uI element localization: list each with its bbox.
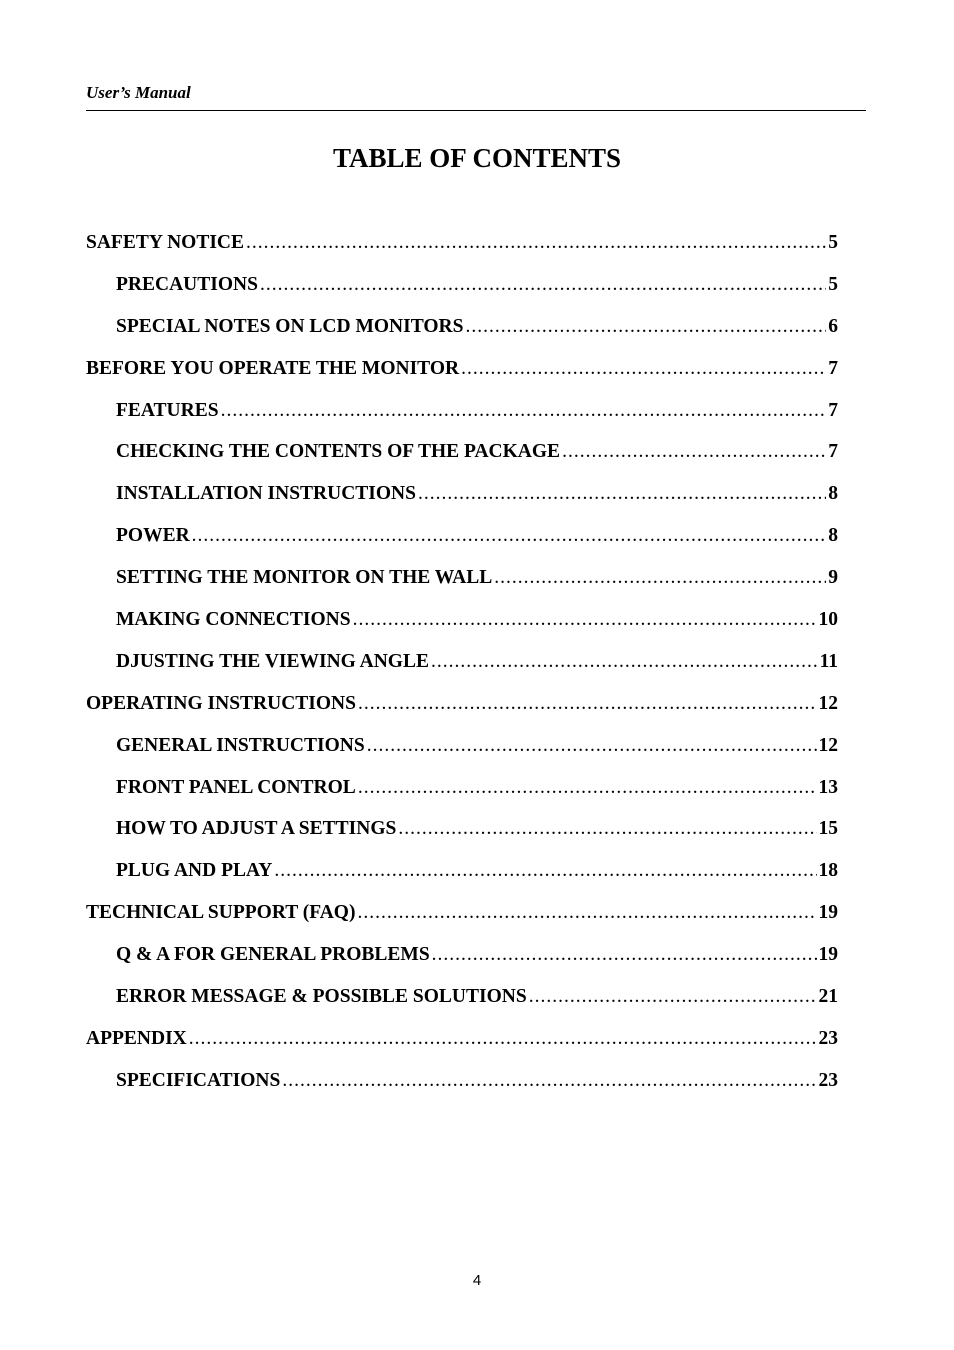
toc-entry[interactable]: [86, 564, 838, 606]
dot-leader: [192, 522, 827, 550]
dot-leader: [431, 648, 818, 676]
toc-entry[interactable]: [86, 648, 838, 690]
toc-entry-page-number: 18: [818, 860, 838, 882]
dot-leader: [562, 438, 826, 466]
dot-leader: [357, 899, 816, 927]
toc-entry-page-number: 23: [818, 1069, 838, 1091]
page-number: 4: [472, 1272, 482, 1289]
dot-leader: [246, 229, 826, 257]
toc-entry-label: SPECIAL NOTES ON LCD MONITORS: [116, 315, 464, 337]
toc-entry-page-number: 13: [818, 776, 838, 798]
table-of-contents: [86, 229, 838, 1109]
dot-leader: [353, 606, 817, 634]
toc-entry[interactable]: [86, 983, 838, 1025]
toc-entry-label: HOW TO ADJUST A SETTINGS: [116, 818, 397, 840]
toc-entry-page-number: 6: [828, 315, 838, 337]
dot-leader: [418, 480, 826, 508]
toc-entry-label: SAFETY NOTICE: [86, 232, 245, 253]
toc-entry[interactable]: [86, 1025, 838, 1067]
toc-entry-page-number: 19: [818, 944, 838, 966]
toc-entry-label: SPECIFICATIONS: [116, 1069, 281, 1091]
dot-leader: [461, 355, 826, 383]
toc-entry-label: GENERAL INSTRUCTIONS: [116, 734, 365, 756]
toc-entry[interactable]: [86, 815, 838, 857]
toc-entry-label: PRECAUTIONS: [116, 273, 258, 295]
toc-entry-page-number: 7: [828, 357, 838, 379]
toc-entry-label: FEATURES: [116, 399, 219, 421]
dot-leader: [465, 313, 826, 341]
toc-entry[interactable]: [86, 271, 838, 313]
toc-entry-page-number: 8: [828, 483, 838, 505]
manual-title: User’s Manual: [86, 83, 191, 102]
dot-leader: [282, 1067, 816, 1095]
toc-entry-page-number: 5: [828, 273, 838, 295]
toc-entry[interactable]: [86, 606, 838, 648]
toc-entry[interactable]: [86, 397, 838, 439]
toc-entry-label: ERROR MESSAGE & POSSIBLE SOLUTIONS: [116, 986, 527, 1008]
toc-entry-page-number: 7: [828, 441, 838, 463]
dot-leader: [432, 941, 817, 969]
toc-entry-label: TECHNICAL SUPPORT (FAQ): [86, 902, 356, 924]
toc-entry[interactable]: [86, 522, 838, 564]
toc-entry-label: BEFORE YOU OPERATE THE MONITOR: [86, 357, 460, 379]
toc-entry[interactable]: [86, 480, 838, 522]
toc-entry-page-number: 19: [818, 902, 838, 924]
running-header: [86, 82, 866, 111]
toc-entry[interactable]: [86, 857, 838, 899]
toc-entry-page-number: 9: [828, 567, 838, 589]
toc-entry-label: POWER: [116, 525, 190, 547]
toc-entry-label: APPENDIX: [86, 1027, 187, 1049]
toc-entry[interactable]: [86, 690, 838, 732]
dot-leader: [494, 564, 826, 592]
toc-entry[interactable]: [86, 941, 838, 983]
toc-entry-page-number: 12: [818, 692, 838, 714]
dot-leader: [358, 690, 817, 718]
toc-entry-label: CHECKING THE CONTENTS OF THE PACKAGE: [116, 441, 561, 463]
dot-leader: [358, 774, 817, 802]
toc-entry-label: FRONT PANEL CONTROL: [116, 776, 356, 798]
page-title: TABLE OF CONTENTS: [332, 143, 622, 173]
dot-leader: [367, 732, 817, 760]
toc-entry[interactable]: [86, 1067, 838, 1109]
dot-leader: [189, 1025, 817, 1053]
toc-entry-page-number: 15: [818, 818, 838, 840]
toc-entry-page-number: 21: [818, 986, 838, 1008]
dot-leader: [260, 271, 826, 299]
dot-leader: [274, 857, 816, 885]
toc-entry[interactable]: [86, 774, 838, 816]
toc-entry[interactable]: [86, 229, 838, 271]
toc-entry-label: SETTING THE MONITOR ON THE WALL: [116, 567, 493, 589]
toc-entry-page-number: 7: [828, 399, 838, 421]
dot-leader: [529, 983, 817, 1011]
toc-entry[interactable]: [86, 899, 838, 941]
toc-entry-page-number: 23: [818, 1027, 838, 1049]
toc-entry[interactable]: [86, 355, 838, 397]
toc-entry[interactable]: [86, 438, 838, 480]
toc-entry-label: PLUG AND PLAY: [116, 860, 273, 882]
toc-entry[interactable]: [86, 313, 838, 355]
toc-entry-page-number: 10: [818, 609, 838, 631]
toc-entry[interactable]: [86, 732, 838, 774]
toc-entry-page-number: 11: [819, 650, 838, 672]
dot-leader: [221, 397, 827, 425]
toc-entry-label: DJUSTING THE VIEWING ANGLE: [116, 650, 429, 672]
toc-entry-page-number: 12: [818, 734, 838, 756]
toc-entry-label: MAKING CONNECTIONS: [116, 609, 351, 631]
toc-entry-page-number: 8: [828, 525, 838, 547]
toc-entry-page-number: 5: [828, 232, 838, 253]
toc-entry-label: Q & A FOR GENERAL PROBLEMS: [116, 944, 430, 966]
dot-leader: [398, 815, 816, 843]
toc-entry-label: OPERATING INSTRUCTIONS: [86, 692, 356, 714]
toc-entry-label: INSTALLATION INSTRUCTIONS: [116, 483, 416, 505]
